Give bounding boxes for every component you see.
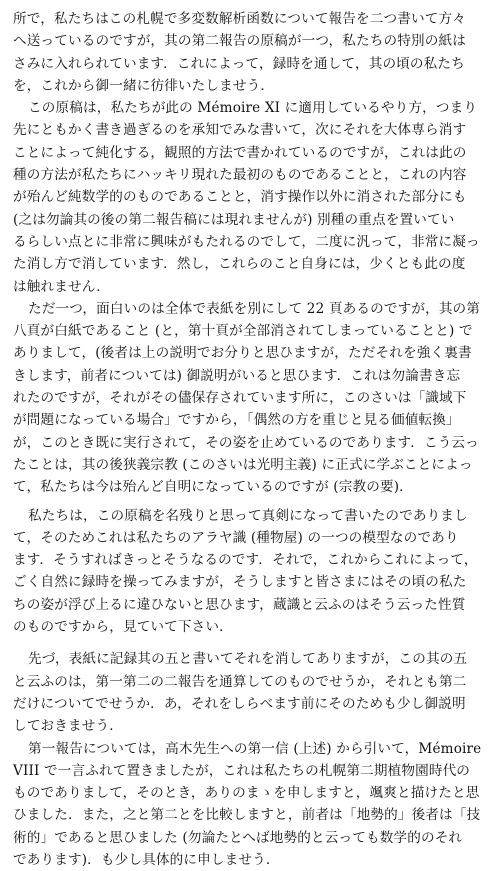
- text-line: ものでありまして，そのとき，ありのまゝを申しますと，颯爽と描けたと思: [13, 782, 485, 804]
- text-line: を，これから御一緒に彷徘いたしませう．: [13, 75, 485, 97]
- text-line: しておきませう．: [13, 715, 485, 737]
- text-line: ひました．また，之と第二とを比較しますと，前者は「地勢的」後者は「技: [13, 804, 485, 826]
- text-line: 種の方法が私たちにハッキリ現れた最初のものであることと，これの内容: [13, 164, 485, 186]
- text-line: 所で，私たちはこの札幌で多変数解析函数について報告を二つ書いて方々: [13, 8, 485, 30]
- paragraph-3: [13, 298, 485, 499]
- text-line: であります)．も少し具体的に申しませう．: [13, 849, 485, 871]
- text-line: ただ一つ，面白いのは全体で表紙を別にして 22 頁あるのですが，其の第: [13, 298, 485, 320]
- text-line: れたのですが，それがその儘保存されています所に，このさいは「識域下: [13, 387, 485, 409]
- paragraph-6: [13, 738, 485, 871]
- text-line: ます．そうすればきっとそうなるのです．それで，これからこれによって，: [13, 549, 485, 571]
- text-line: た消し方で消しています．然し，これらのこと自身には，少くとも此の度: [13, 253, 485, 275]
- text-line: きします，前者については) 御説明がいると思ひます．これは勿論書き忘: [13, 365, 485, 387]
- paragraph-4: [13, 505, 485, 639]
- text-line: 第一報告については，高木先生への第一信 (上述) から引いて，Mémoire: [13, 738, 485, 760]
- text-line: 八頁が白紙であること (と，第十頁が全部消されてしまっていることと) で: [13, 320, 485, 342]
- text-line: るらしい点とに非常に興味がもたれるのでして，二度に汎って，非常に凝っ: [13, 231, 485, 253]
- text-line: 術的」であると思ひました (勿論たとへば地勢的と云っても数学的のそれ: [13, 827, 485, 849]
- text-line: 先づ，表紙に記録其の五と書いてそれを消してありますが，この其の五: [13, 648, 485, 670]
- text-line: が殆んど純数学的のものであることと，消す操作以外に消された部分にも: [13, 186, 485, 208]
- text-line: 私たちは，この原稿を名残りと思って真剣になって書いたのでありまし: [13, 505, 485, 527]
- text-line: だけについてでせうか．あ，それをしらべます前にそのためも少し御説明: [13, 693, 485, 715]
- text-line: て，そのためこれは私たちのアラヤ識 (種物屋) の一つの模型なのであり: [13, 527, 485, 549]
- text-line: 先にともかく書き過ぎるのを承知でみな書いて，次にそれを大体専ら消す: [13, 119, 485, 141]
- paragraph-5: [13, 648, 485, 737]
- text-line: たことは，其の後狭義宗教 (このさいは光明主義) に正式に学ぶことによっ: [13, 454, 485, 476]
- text-line: ちの姿が浮び上るに違ひないと思ひます，蔵識と云ふのはそう云った性質: [13, 594, 485, 616]
- text-line: さみに入れられています．これによって，録時を通して，其の頃の私たち: [13, 53, 485, 75]
- text-line: ありまして，(後者は上の説明でお分りと思ひますが，ただそれを強く裏書: [13, 342, 485, 364]
- text-line: VIII で一言ふれて置きましたが，これは私たちの札幌第二期植物園時代の: [13, 760, 485, 782]
- text-line: が，このとき既に実行されて，その姿を止めているのであります．こう云っ: [13, 432, 485, 454]
- text-line: ごく自然に録時を操ってみますが，そうしますと皆さまにはその頃の私た: [13, 571, 485, 593]
- text-line: て，私たちは今は殆んど自明になっているのですが (宗教の要)．: [13, 476, 485, 498]
- paragraph-1: [13, 8, 485, 97]
- text-line: と云ふのは，第一第二の二報告を通算してのものでせうか，それとも第二: [13, 671, 485, 693]
- text-line: (之は勿論其の後の第二報告稿には現れませんが) 別種の重点を置いてい: [13, 209, 485, 231]
- text-line: は触れません．: [13, 276, 485, 298]
- text-line: この原稿は，私たちが此の Mémoire XI に適用しているやり方，つまり: [13, 97, 485, 119]
- paragraph-spacer: [13, 638, 485, 648]
- paragraph-2: [13, 97, 485, 298]
- text-line: が問題になっている場合」ですから，「偶然の方を重じと見る価値転換」: [13, 409, 485, 431]
- text-line: ことによって純化する，観照的方法で書かれているのですが，これは此の: [13, 142, 485, 164]
- text-line: へ送っているのですが，其の第二報告の原稿が一つ，私たちの特別の紙は: [13, 30, 485, 52]
- text-line: のものですから，見ていて下さい．: [13, 616, 485, 638]
